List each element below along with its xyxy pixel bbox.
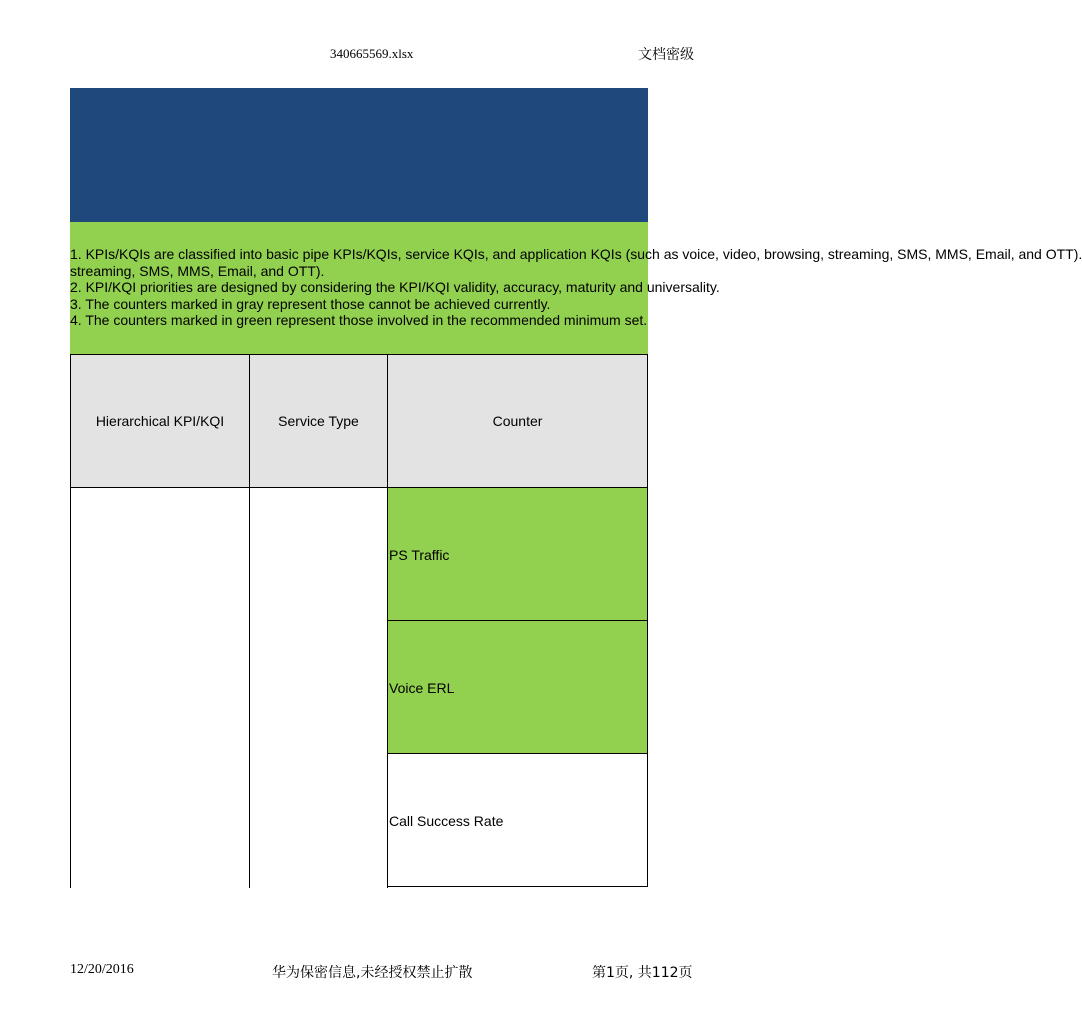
counter-cell: PS Traffic xyxy=(389,546,450,563)
header-label: Counter xyxy=(492,413,543,429)
note-line-3: 3. The counters marked in gray represent those cannot be achieved currently. xyxy=(70,295,551,312)
grid-line-top xyxy=(70,354,648,355)
note-line-2: 2. KPI/KQI priorities are designed by considering the KPI/KQI validity, accuracy, maturity and universality. xyxy=(70,279,720,295)
grid-line-bottom xyxy=(387,886,648,887)
counter-cell: Call Success Rate xyxy=(389,812,504,829)
table-row xyxy=(387,488,648,621)
header-label: Service Type xyxy=(278,413,359,429)
note-line-1-wrap: streaming, SMS, MMS, Email, and OTT). xyxy=(70,262,325,279)
grid-line-header-bottom xyxy=(70,487,648,488)
header-classification: 文档密级 xyxy=(638,47,694,63)
notes-block xyxy=(70,222,1082,354)
header-cell-hierarchical-kpi xyxy=(70,354,250,488)
counter-cell: Voice ERL xyxy=(389,679,455,696)
table-row xyxy=(387,754,648,887)
note-line-4: 4. The counters marked in green represent those involved in the recommended minimum set. xyxy=(70,312,648,328)
header-label: Hierarchical KPI/KQI xyxy=(95,413,225,429)
footer-date: 12/20/2016 xyxy=(70,962,134,977)
grid-line-row1 xyxy=(387,620,648,621)
grid-line-col0 xyxy=(70,354,71,888)
note-line-1: 1. KPIs/KQIs are classified into basic pipe KPIs/KQIs, service KQIs, and application KQIs (such as voice, video, browsing, streaming, SMS, MMS, Email, and OTT). xyxy=(70,246,1082,262)
header-filename: 340665569.xlsx xyxy=(330,46,414,61)
header-cell-counter xyxy=(387,354,648,488)
table-row xyxy=(387,621,648,754)
spreadsheet-page xyxy=(70,88,1082,888)
grid-line-row2 xyxy=(387,753,648,754)
footer-page-number: 第1页, 共112页 xyxy=(592,965,693,981)
grid-line-col3 xyxy=(647,354,648,887)
footer-confidential: 华为保密信息,未经授权禁止扩散 xyxy=(272,965,473,981)
grid-line-col2 xyxy=(387,354,388,888)
title-banner xyxy=(70,88,648,222)
header-cell-service-type xyxy=(250,354,387,488)
grid-line-col1 xyxy=(249,354,250,888)
